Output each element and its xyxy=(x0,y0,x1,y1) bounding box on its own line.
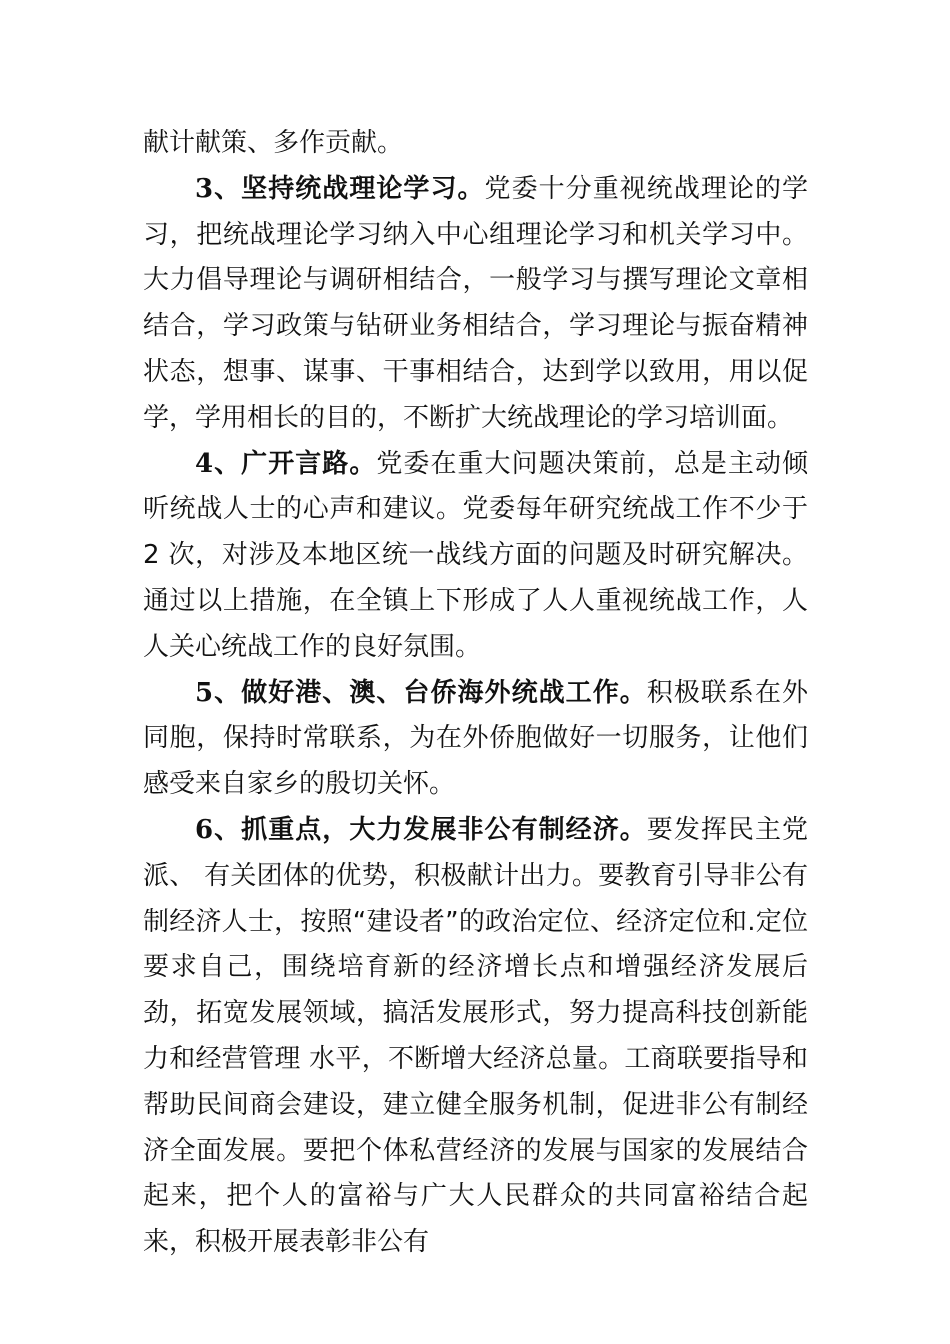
paragraph-item-6 xyxy=(143,808,808,1266)
paragraph-heading: 5、做好港、澳、台侨海外统战工作。 xyxy=(195,677,647,708)
paragraph-item-3 xyxy=(143,167,808,442)
paragraph-text: 党委十分重视统战理论的学习，把统战理论学习纳入中心组理论学习和机关学习中。大力倡导理论与调研相结合，一般学习与撰写理论文章相结合，学习政策与钻研业务相结合，学习理论与振奋精神状态，想事、谋事、干事相结合，达到学以致用，用以促学，学用相长的目的，不断扩大统战理论的学习培训面。 xyxy=(143,173,808,433)
paragraph-item-5 xyxy=(143,671,808,808)
paragraph-heading: 4、广开言路。 xyxy=(195,448,377,479)
paragraph-item-4 xyxy=(143,442,808,671)
paragraph-text: 积极联系在外同胞，保持时常联系，为在外侨胞做好一切服务，让他们感受来自家乡的殷切关怀。 xyxy=(143,677,808,800)
paragraph-text: 献计献策、多作贡献。 xyxy=(143,128,404,158)
paragraph-continuation xyxy=(143,121,808,167)
paragraph-heading: 6、抓重点，大力发展非公有制经济。 xyxy=(195,814,647,845)
document-body xyxy=(143,121,808,1266)
paragraph-text: 要发挥民主党派、 有关团体的优势，积极献计出力。要教育引导非公有制经济人士，按照“建设者”的政治定位、经济定位和.定位要求自己，围绕培育新的经济增长点和增强经济发展后劲，拓宽发展领域，搞活发展形式，努力提高科技创新能力和经营管理 水平，不断增大经济总量。工商联要指导和帮助民间商会建设，建立健全服务机制，促进非公有制经济全面发展。要把个体私营经济的发展与国家的发展结合起来，把个人的富裕与广大人民群众的共同富裕结合起来，积极开展表彰非公有 xyxy=(143,814,808,1258)
paragraph-heading: 3、坚持统战理论学习。 xyxy=(195,173,485,204)
paragraph-text: 党委在重大问题决策前，总是主动倾听统战人士的心声和建议。党委每年研究统战工作不少于 2 次，对涉及本地区统一战线方面的问题及时研究解决。通过以上措施，在全镇上下形成了人人重视统战工作，人人关心统战工作的良好氛围。 xyxy=(143,448,808,662)
